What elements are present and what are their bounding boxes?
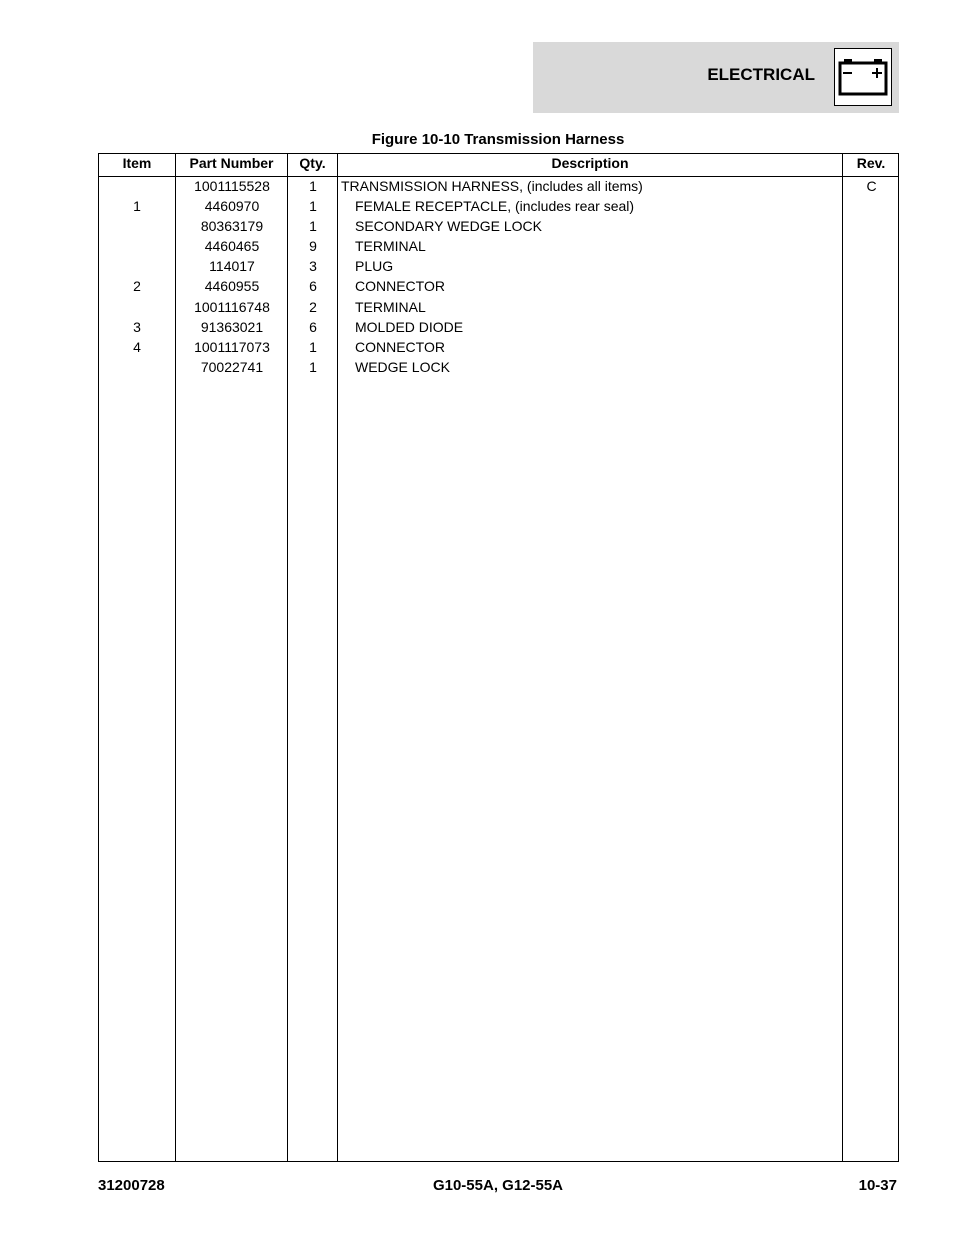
part-number-cell: 1001116748 xyxy=(194,298,270,315)
part-number-cell: 70022741 xyxy=(200,358,264,375)
qty-cell: 3 xyxy=(309,258,317,275)
part-number-cell: 80363179 xyxy=(200,218,264,235)
qty-cell: 6 xyxy=(309,318,317,335)
part-number-cell: 91363021 xyxy=(200,318,264,335)
section-banner xyxy=(533,42,899,113)
description-cell: FEMALE RECEPTACLE, (includes rear seal) xyxy=(355,198,635,215)
parts-table xyxy=(98,153,899,1162)
column-header-description: Description xyxy=(551,155,629,171)
description-cell: WEDGE LOCK xyxy=(355,358,450,375)
part-number-cell: 1001117073 xyxy=(194,338,270,355)
column-header-item: Item xyxy=(122,155,152,171)
description-cell: TERMINAL xyxy=(355,238,426,255)
table-row xyxy=(99,257,898,277)
part-number-cell: 4460465 xyxy=(204,238,260,255)
description-cell: TERMINAL xyxy=(355,298,426,315)
qty-cell: 6 xyxy=(309,278,317,295)
part-number-cell: 1001115528 xyxy=(194,178,270,194)
table-row xyxy=(99,217,898,237)
table-row xyxy=(99,237,898,257)
column-header-qty: Qty. xyxy=(299,155,326,171)
part-number-cell: 4460970 xyxy=(204,198,260,215)
item-cell: 4 xyxy=(133,338,141,355)
part-number-cell: 4460955 xyxy=(204,278,260,295)
table-row xyxy=(99,298,898,318)
table-row xyxy=(99,197,898,217)
item-cell: 1 xyxy=(133,198,141,215)
table-row xyxy=(99,358,898,378)
description-cell: MOLDED DIODE xyxy=(355,318,464,335)
battery-icon xyxy=(834,48,892,106)
qty-cell: 1 xyxy=(309,178,317,194)
table-row xyxy=(99,318,898,338)
model-numbers: G10-55A, G12-55A xyxy=(432,1177,564,1194)
description-cell: PLUG xyxy=(355,258,394,275)
description-cell: CONNECTOR xyxy=(355,278,445,295)
qty-cell: 9 xyxy=(309,238,317,255)
table-row xyxy=(99,177,898,197)
description-cell: SECONDARY WEDGE LOCK xyxy=(355,218,542,235)
figure-title: Figure 10-10 Transmission Harness xyxy=(371,131,625,148)
item-cell: 3 xyxy=(133,318,141,335)
qty-cell: 1 xyxy=(309,358,317,375)
document-number: 31200728 xyxy=(98,1177,165,1194)
table-row xyxy=(99,277,898,297)
item-cell: 2 xyxy=(133,278,141,295)
page-number: 10-37 xyxy=(858,1177,897,1194)
description-cell: TRANSMISSION HARNESS, (includes all items) xyxy=(341,178,643,194)
column-header-rev: Rev. xyxy=(856,155,886,171)
part-number-cell: 114017 xyxy=(209,258,255,275)
table-row xyxy=(99,338,898,358)
table-body xyxy=(99,177,898,378)
qty-cell: 1 xyxy=(309,198,317,215)
qty-cell: 1 xyxy=(309,218,317,235)
qty-cell: 2 xyxy=(309,298,317,315)
column-header-part-number: Part Number xyxy=(189,155,274,171)
section-title: ELECTRICAL xyxy=(707,65,815,84)
description-cell: CONNECTOR xyxy=(355,338,445,355)
qty-cell: 1 xyxy=(309,338,317,355)
rev-cell: C xyxy=(866,178,877,194)
